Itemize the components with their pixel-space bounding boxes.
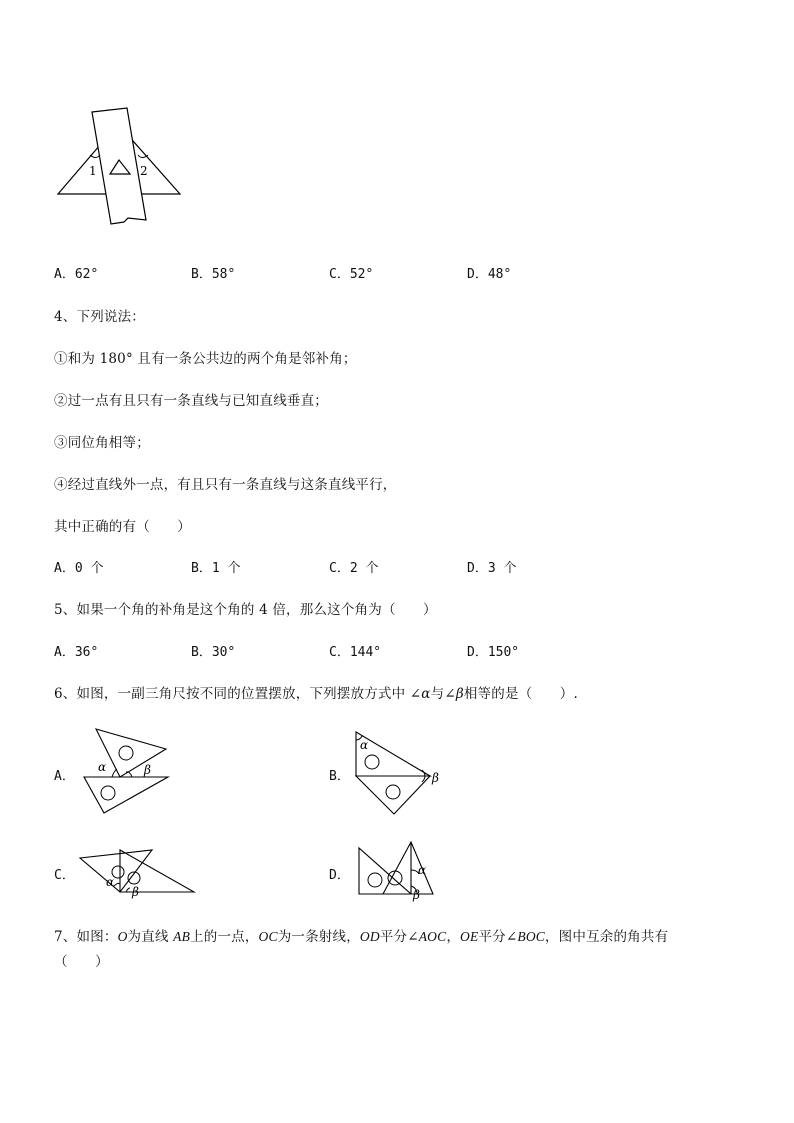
q6-stem-mid: 与 (430, 686, 445, 702)
q3-angle-2-label: 2 (140, 164, 148, 178)
q7-part-8: ，图中互余的角共有 (544, 929, 669, 945)
q6-figure-d[interactable] (355, 840, 445, 900)
q7-part-2: 为直线 (127, 929, 174, 945)
q4-question: 其中正确的有（ ） (54, 519, 191, 535)
q4-statement-4: ④经过直线外一点，有且只有一条直线与这条直线平行， (54, 477, 397, 493)
q6-figure-a[interactable] (70, 725, 180, 820)
q6-alpha-angle: ∠α (409, 686, 431, 702)
q7-angle-aoc: AOC (418, 929, 447, 944)
q7-ray-od: OD (359, 929, 380, 944)
q7-stem (54, 925, 668, 945)
q3-angle-1-label: 1 (89, 164, 97, 178)
q4-option-a[interactable]: A．0 个 (54, 561, 104, 576)
q6-a-alpha: α (98, 760, 107, 774)
q5-option-b[interactable]: B．30° (191, 645, 236, 660)
q6-b-alpha: α (360, 738, 369, 752)
q3-option-b[interactable]: B．58° (191, 267, 236, 282)
q6-b-beta: β (432, 771, 439, 785)
q7-angle-boc: BOC (517, 929, 545, 944)
q6-d-beta: β (413, 888, 420, 902)
q4-stem: 4、下列说法： (54, 309, 145, 325)
q6-option-a-label[interactable]: A． (54, 769, 75, 784)
q6-option-b-label[interactable]: B． (329, 769, 350, 784)
q4-option-d[interactable]: D．3 个 (467, 561, 517, 576)
q5-option-d[interactable]: D．150° (467, 645, 520, 660)
q6-a-beta: β (144, 763, 151, 777)
q4-statement-1: ①和为 180° 且有一条公共边的两个角是邻补角； (54, 351, 357, 367)
q7-ray-oc: OC (258, 929, 278, 944)
q7-part-7: 平分∠ (478, 929, 518, 945)
q6-c-beta: β (132, 885, 139, 899)
q4-option-b[interactable]: B．1 个 (191, 561, 241, 576)
q7-part-1: 7、如图： (54, 929, 118, 945)
q6-d-alpha: α (418, 863, 427, 877)
q7-part-3: 上的一点， (190, 929, 259, 945)
q6-figure-b[interactable] (350, 728, 450, 823)
q6-figure-c[interactable] (76, 846, 201, 901)
q6-stem (54, 682, 578, 702)
q6-option-c-label[interactable]: C． (54, 868, 75, 883)
q6-c-alpha: α (106, 875, 115, 889)
q7-part-4: 为一条射线， (277, 929, 360, 945)
q6-stem-pre: 6、如图，一副三角尺按不同的位置摆放，下列摆放方式中 (54, 686, 410, 702)
q5-stem: 5、如果一个角的补角是这个角的 4 倍，那么这个角为（ ） (54, 602, 437, 618)
q3-figure (54, 108, 184, 233)
q7-part-5: 平分∠ (379, 929, 419, 945)
q5-option-c[interactable]: C．144° (329, 645, 382, 660)
q6-option-d-label[interactable]: D． (329, 868, 350, 883)
q4-option-c[interactable]: C．2 个 (329, 561, 379, 576)
q4-statement-3: ③同位角相等； (54, 435, 150, 451)
q6-stem-post: 相等的是（ ）. (463, 686, 578, 702)
q3-option-a[interactable]: A．62° (54, 267, 99, 282)
q7-part-6: ， (446, 929, 461, 945)
q7-point-o: O (117, 929, 128, 944)
q7-line-ab: AB (173, 929, 191, 944)
q6-beta-angle: ∠β (444, 686, 464, 702)
q3-option-c[interactable]: C．52° (329, 267, 374, 282)
q3-option-d[interactable]: D．48° (467, 267, 512, 282)
q5-option-a[interactable]: A．36° (54, 645, 99, 660)
q7-answer-blank: （ ） (54, 954, 109, 970)
q7-ray-oe: OE (460, 929, 479, 944)
q4-statement-2: ②过一点有且只有一条直线与已知直线垂直； (54, 393, 328, 409)
